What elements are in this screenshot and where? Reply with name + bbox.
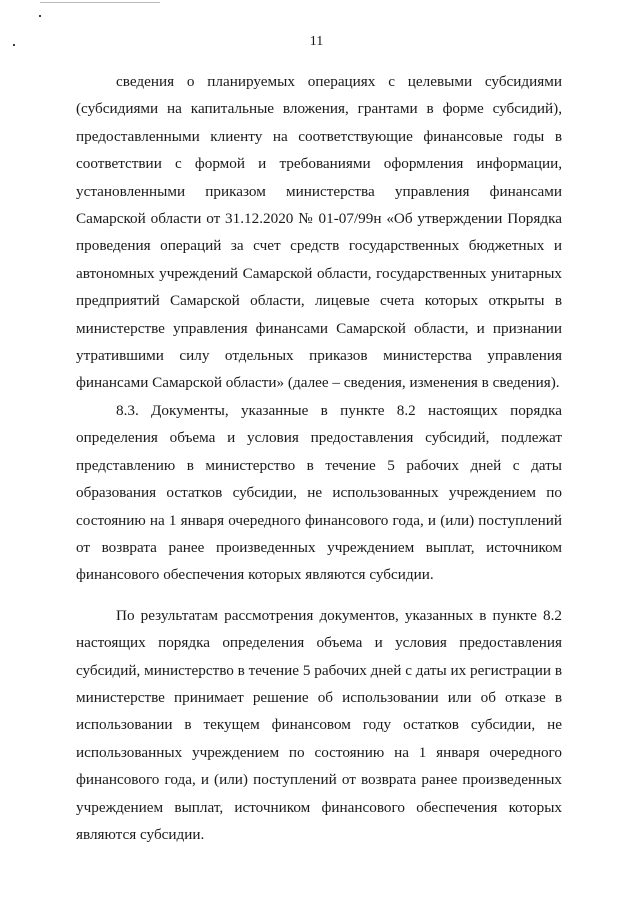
page-number: 11 — [309, 34, 324, 49]
paragraph-review-results: По результатам рассмотрения документов, указанных в пункте 8.2 настоящих порядка определения объема и условия предоставления субсидий, министерство в течение 5 рабочих дней с даты их регистрации в министерстве принимает решение об использовании или об отказе в использовании в текущем финансовом году остатков субсидии, не использованных учреждением по состоянию на 1 января очередного финансового года, и (или) поступлений от возврата ранее произведенных учреждением выплат, источником финансового обеспечения которых являются субсидии. — [76, 606, 562, 843]
body-text — [76, 68, 562, 848]
paragraph-intro: сведения о планируемых операциях с целевыми субсидиями (субсидиями на капитальные вложения, грантами в форме субсидий), предоставленными клиенту на соответствующие финансовые годы в соответствии с формой и требованиями оформления информации, установленными приказом министерства управления финансами Самарской области от 31.12.2020 № 01-07/99н «Об утверждении Порядка проведения операций за счет средств государственных бюджетных и автономных учреждений Самарской области, государственных унитарных предприятий Самарской области, лицевые счета которых открыты в министерстве управления финансами Самарской области, и признании утратившими силу отдельных приказов министерства управления финансами Самарской области» (далее – сведения, изменения в сведения). — [76, 73, 562, 392]
paragraph-8-3: 8.3. Документы, указанные в пункте 8.2 настоящих порядка определения объема и условия предоставления субсидий, подлежат представлению в министерство в течение 5 рабочих дней с даты образования остатков субсидии, не использованных учреждением по состоянию на 1 января очередного финансового года, и (или) поступлений от возврата ранее произведенных учреждением выплат, источником финансового обеспечения которых являются субсидии. — [76, 401, 562, 584]
scan-artifact-line — [40, 2, 160, 3]
scan-artifact-dot — [39, 15, 41, 17]
